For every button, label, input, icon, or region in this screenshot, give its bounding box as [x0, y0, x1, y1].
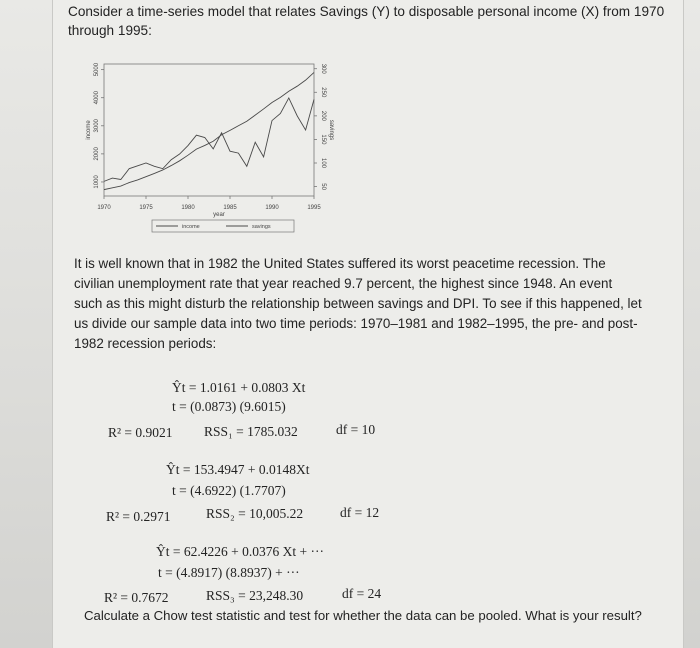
y-left-tick-label: 3000 — [94, 119, 100, 133]
legend-label-income: income — [182, 224, 200, 230]
regression-1-equation: Ŷt = 1.0161 + 0.0803 Xt — [172, 380, 306, 395]
y-right-tick-label: 200 — [320, 110, 326, 121]
income-savings-chart — [64, 56, 354, 254]
x-tick-label: 1995 — [307, 205, 321, 211]
y-left-tick-label: 4000 — [94, 91, 100, 105]
regression-2-rss: RSS₂ = 10,005.22 — [206, 506, 304, 521]
y-right-tick-label: 100 — [320, 157, 326, 169]
y-left-axis-label: income — [86, 120, 92, 140]
savings-line — [104, 98, 314, 181]
regression-3-r2: R² = 0.7672 — [104, 590, 169, 605]
regression-3-t-stats: t = (4.8917) (8.8937) + ··· — [158, 565, 300, 580]
plot-frame — [104, 64, 314, 196]
x-tick-label: 1970 — [97, 205, 111, 211]
y-right-tick-label: 150 — [320, 134, 326, 145]
y-right-tick-label: 250 — [320, 87, 326, 98]
regression-2-df: df = 12 — [340, 505, 380, 520]
y-right-tick-label: 50 — [320, 183, 326, 190]
intro-text: Consider a time-series model that relates Savings (Y) to disposable personal income (X) from 1970 through 1995: — [68, 4, 665, 38]
income-line — [104, 72, 314, 189]
chart-svg — [64, 56, 354, 254]
x-tick-label: 1980 — [181, 205, 195, 211]
regression-1-rss: RSS₁ = 1785.032 — [204, 424, 298, 439]
legend-label-savings: savings — [252, 224, 271, 230]
regression-1-t-stats: t = (0.0873) (9.6015) — [172, 399, 286, 414]
regression-3-df: df = 24 — [342, 586, 382, 601]
regression-2-r2: R² = 0.2971 — [106, 509, 171, 524]
regression-2-equation: Ŷt = 153.4947 + 0.0148Xt — [166, 462, 310, 477]
regression-2-t-stats: t = (4.6922) (1.7707) — [172, 483, 286, 498]
recession-paragraph: It is well known that in 1982 the United States suffered its worst peacetime recession. The civilian unemployment rate that year reached 9.7 percent, the highest since 1948. An event such as this might disturb the relationship between savings and DPI. To see if this happened, let us divide our sample data into two time periods: 1970–1981 and 1982–1995, the pre- and post-1982 recession periods: — [74, 256, 642, 351]
y-right-tick-label: 300 — [320, 63, 326, 74]
x-tick-label: 1975 — [139, 205, 153, 211]
y-left-tick-label: 5000 — [94, 62, 100, 77]
regression-1-df: df = 10 — [336, 422, 376, 437]
y-left-tick-label: 1000 — [94, 175, 100, 189]
chow-test-question: Calculate a Chow test statistic and test for whether the data can be pooled. What is your result? — [84, 608, 642, 623]
regression-1-r2: R² = 0.9021 — [108, 425, 173, 440]
y-right-axis-label: savings — [328, 119, 334, 141]
y-left-tick-label: 2000 — [94, 147, 100, 161]
x-tick-label: 1990 — [265, 205, 279, 211]
regression-3-equation: Ŷt = 62.4226 + 0.0376 Xt + ··· — [156, 544, 324, 559]
x-axis-label: year — [213, 212, 225, 218]
x-tick-label: 1985 — [223, 205, 237, 211]
regression-3-rss: RSS₃ = 23,248.30 — [206, 588, 304, 603]
